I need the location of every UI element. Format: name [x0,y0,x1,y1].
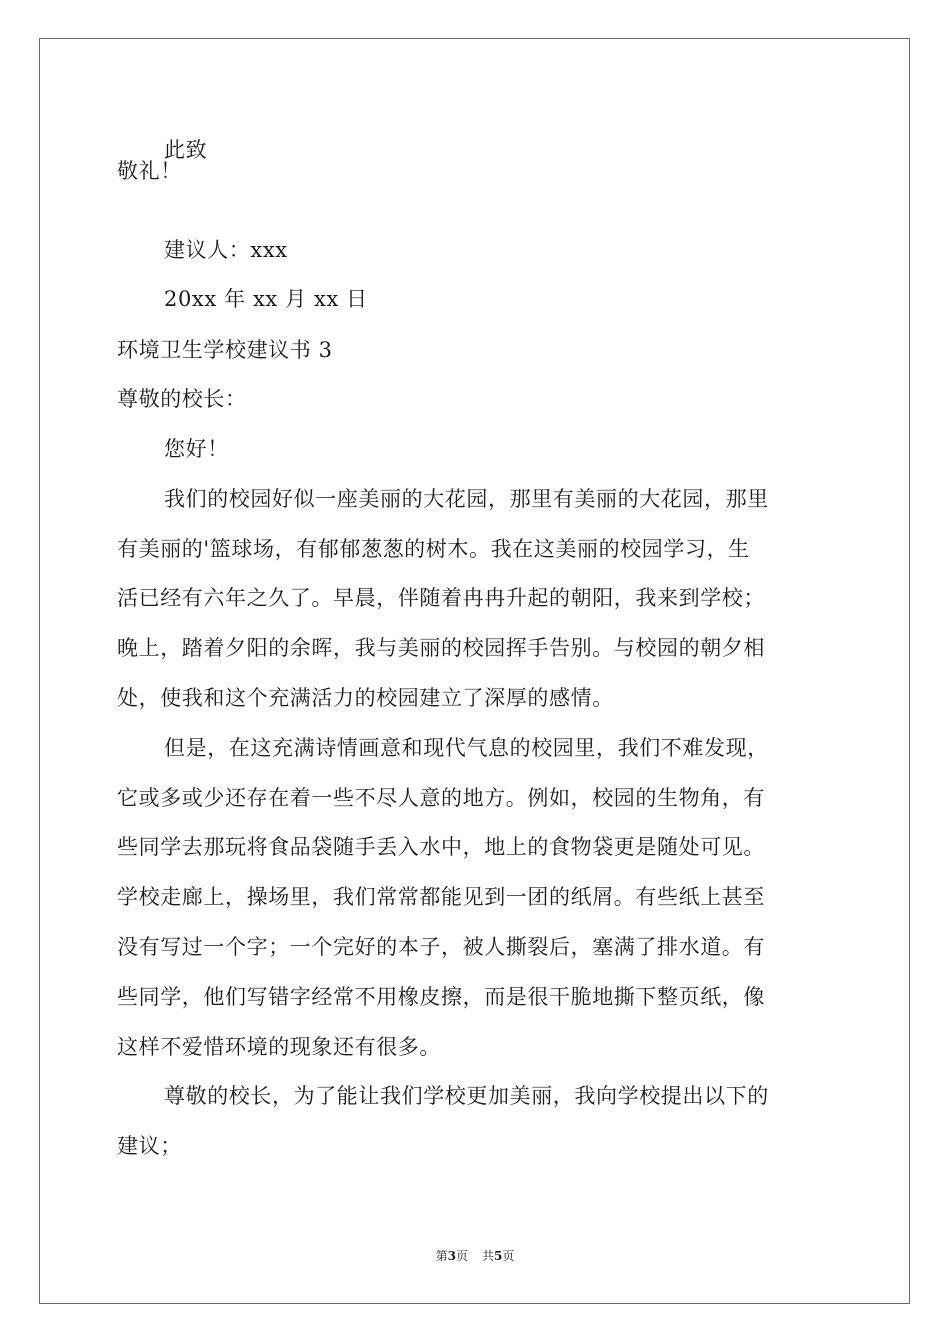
paragraph-line: 学校走廊上，操场里，我们常常都能见到一团的纸屑。有些纸上甚至 [117,885,765,909]
footer-total-prefix: 共 [482,1249,495,1263]
proposer-line: 建议人：xxx [164,238,288,262]
paragraph-line: 它或多或少还存在着一些不尽人意的地方。例如，校园的生物角，有 [117,786,765,810]
closing-salutation: 此致 [164,138,208,162]
section-title: 环境卫生学校建议书 3 [117,338,333,362]
footer-page-prefix: 第 [435,1249,448,1263]
paragraph-line: 我们的校园好似一座美丽的大花园，那里有美丽的大花园，那里 [164,487,769,511]
paragraph-line: 建议； [117,1134,182,1158]
paragraph-line: 没有写过一个字；一个完好的本子，被人撕裂后，塞满了排水道。有 [117,935,765,959]
paragraph-line: 这样不爱惜环境的现象还有很多。 [117,1035,441,1059]
greeting-line: 您好！ [164,437,229,461]
footer-page-current: 3 [447,1249,456,1263]
paragraph-line: 有美丽的'篮球场，有郁郁葱葱的树木。我在这美丽的校园学习，生 [117,537,750,561]
footer-page-total: 5 [494,1249,503,1263]
paragraph-line: 但是，在这充满诗情画意和现代气息的校园里，我们不难发现， [164,736,769,760]
paragraph-line: 活已经有六年之久了。早晨，伴随着冉冉升起的朝阳，我来到学校； [117,586,765,610]
footer-page-suffix: 页 [455,1249,468,1263]
page-frame [39,38,910,1304]
closing-regards: 敬礼！ [117,159,182,183]
paragraph-line: 晚上，踏着夕阳的余晖，我与美丽的校园挥手告别。与校园的朝夕相 [117,636,765,660]
paragraph-line: 尊敬的校长，为了能让我们学校更加美丽，我向学校提出以下的 [164,1084,769,1108]
date-line: 20xx 年 xx 月 xx 日 [164,287,368,311]
paragraph-line: 处，使我和这个充满活力的校园建立了深厚的感情。 [117,686,614,710]
footer-total-suffix: 页 [502,1249,515,1263]
page-footer [0,1248,950,1264]
paragraph-line: 些同学，他们写错字经常不用橡皮擦，而是很干脆地撕下整页纸，像 [117,985,765,1009]
paragraph-line: 些同学去那玩将食品袋随手丢入水中，地上的食物袋更是随处可见。 [117,835,765,859]
recipient-line: 尊敬的校长： [117,387,247,411]
